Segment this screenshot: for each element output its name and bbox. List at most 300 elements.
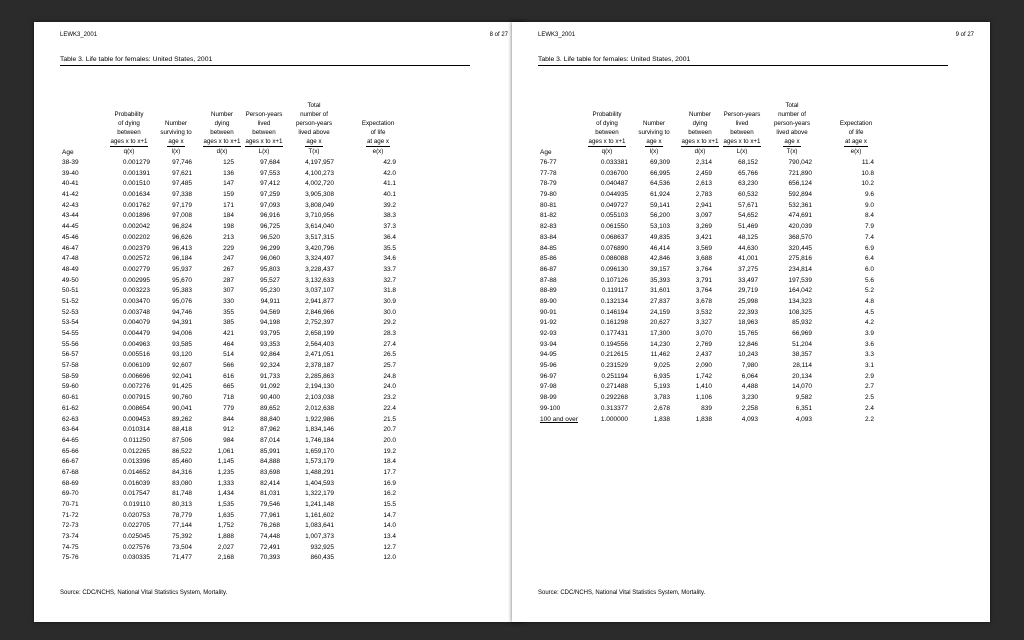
column-header-line: dying — [692, 120, 708, 127]
table-row — [60, 244, 470, 255]
page-header-doc-name: LEWK3_2001 — [538, 32, 576, 38]
cell-Tx: 790,042 — [788, 159, 812, 166]
cell-Lx: 93,353 — [260, 340, 280, 348]
table-row — [60, 361, 470, 372]
cell-Lx: 54,652 — [738, 212, 758, 220]
cell-Lx: 4,093 — [741, 415, 758, 423]
cell-age: 53-54 — [62, 319, 79, 327]
cell-lx: 96,824 — [172, 223, 192, 231]
table-row — [538, 286, 948, 297]
cell-Lx: 12,846 — [738, 340, 758, 348]
cell-ex: 3.3 — [864, 351, 874, 359]
cell-dx: 3,421 — [695, 233, 712, 241]
table-column-headers — [538, 70, 948, 156]
cell-dx: 2,783 — [695, 191, 712, 199]
cell-lx: 2,678 — [653, 404, 670, 412]
cell-Lx: 97,553 — [260, 169, 280, 177]
cell-age: 81-82 — [540, 212, 557, 220]
column-header-line: surviving to — [160, 129, 192, 136]
cell-age: 82-83 — [540, 223, 557, 231]
table-row — [538, 393, 948, 404]
column-header-l — [630, 119, 678, 156]
cell-dx: 2,437 — [695, 351, 712, 359]
cell-ex: 4.2 — [864, 319, 874, 327]
cell-age: 86-87 — [540, 265, 557, 273]
cell-qx: 0.006696 — [122, 372, 150, 380]
column-symbol: q(x) — [601, 148, 613, 155]
cell-lx: 11,462 — [650, 351, 670, 359]
cell-age: 49-50 — [62, 276, 79, 284]
cell-Tx: 320,445 — [788, 244, 812, 252]
cell-qx: 0.008654 — [122, 404, 150, 412]
column-symbol: T(x) — [786, 148, 798, 155]
column-header-line: Total — [785, 102, 799, 109]
cell-qx: 0.006109 — [122, 362, 150, 370]
column-symbol: q(x) — [123, 148, 135, 155]
cell-ex: 3.1 — [864, 362, 874, 370]
cell-age: 76-77 — [540, 159, 557, 166]
cell-Lx: 84,888 — [260, 458, 280, 466]
cell-qx: 0.086088 — [600, 255, 628, 263]
cell-Tx: 20,134 — [792, 372, 812, 380]
cell-ex: 6.4 — [864, 255, 874, 263]
cell-Tx: 275,816 — [788, 255, 812, 263]
cell-Lx: 25,998 — [738, 297, 758, 305]
cell-qx: 0.313377 — [600, 404, 628, 412]
cell-dx: 464 — [223, 340, 234, 348]
cell-lx: 97,485 — [172, 180, 192, 188]
column-header-line: number of — [778, 111, 806, 118]
table-row — [538, 233, 948, 244]
cell-qx: 0.001510 — [122, 180, 150, 188]
cell-ex: 14.7 — [383, 511, 396, 519]
cell-qx: 0.212615 — [600, 351, 628, 359]
cell-age: 90-91 — [540, 308, 557, 316]
cell-dx: 3,688 — [695, 255, 712, 263]
cell-Tx: 860,435 — [310, 554, 334, 562]
cell-qx: 0.061550 — [600, 223, 628, 231]
cell-Lx: 96,060 — [260, 255, 280, 263]
cell-ex: 16.2 — [383, 490, 396, 498]
cell-dx: 247 — [223, 255, 234, 263]
cell-age: 89-90 — [540, 297, 557, 305]
column-header-line: Person-years — [723, 111, 761, 118]
cell-qx: 0.014652 — [122, 468, 150, 476]
cell-dx: 1,838 — [695, 415, 712, 423]
table-row — [538, 415, 948, 426]
cell-qx: 0.009453 — [122, 415, 150, 423]
cell-Lx: 95,803 — [260, 265, 280, 273]
table-column-headers — [60, 70, 470, 156]
cell-Lx: 3,230 — [741, 394, 758, 402]
column-header-line: age x — [784, 138, 800, 145]
cell-ex: 35.5 — [383, 244, 396, 252]
cell-age: 57-58 — [62, 362, 79, 370]
cell-dx: 3,569 — [695, 244, 712, 252]
cell-Tx: 656,124 — [788, 180, 812, 188]
column-header-line: ages x to x+1 — [681, 138, 719, 145]
cell-age: 99-100 — [540, 404, 561, 412]
cell-ex: 34.6 — [383, 255, 396, 263]
column-header-line: number of — [300, 111, 328, 118]
cell-dx: 779 — [223, 404, 234, 412]
cell-lx: 49,835 — [650, 233, 670, 241]
cell-age: 97-98 — [540, 383, 557, 391]
table-row — [538, 404, 948, 415]
column-header-e — [830, 119, 882, 156]
cell-age: 93-94 — [540, 340, 557, 348]
cell-qx: 0.040487 — [600, 180, 628, 188]
table-row — [538, 158, 948, 169]
cell-ex: 3.9 — [864, 330, 874, 337]
cell-qx: 0.119117 — [601, 287, 628, 295]
column-header-line: between — [210, 129, 234, 136]
table-row — [538, 211, 948, 222]
cell-ex: 22.4 — [383, 404, 396, 412]
cell-ex: 30.0 — [383, 308, 396, 316]
cell-age: 55-56 — [62, 340, 79, 348]
cell-Lx: 60,532 — [738, 191, 758, 199]
cell-ex: 40.1 — [383, 191, 396, 199]
cell-Lx: 87,014 — [260, 436, 280, 444]
cell-qx: 0.251194 — [601, 372, 628, 380]
cell-qx: 0.068637 — [600, 233, 628, 241]
cell-age: 41-42 — [62, 191, 79, 199]
cell-lx: 97,008 — [172, 212, 192, 220]
cell-dx: 2,314 — [695, 159, 712, 166]
cell-ex: 37.3 — [383, 223, 396, 231]
cell-dx: 184 — [223, 212, 234, 220]
cell-Lx: 48,125 — [738, 233, 758, 241]
cell-ex: 10.8 — [861, 169, 874, 177]
table-row — [60, 489, 470, 500]
cell-Tx: 3,037,107 — [305, 287, 334, 295]
table-row — [60, 479, 470, 490]
cell-ex: 39.2 — [383, 201, 396, 209]
cell-ex: 17.7 — [383, 468, 396, 476]
cell-Lx: 88,840 — [260, 415, 280, 423]
table-row — [60, 169, 470, 180]
cell-dx: 421 — [223, 330, 234, 337]
cell-Lx: 79,546 — [260, 501, 280, 508]
cell-qx: 0.004079 — [122, 319, 150, 327]
cell-lx: 96,413 — [172, 244, 192, 252]
table-row — [60, 308, 470, 319]
cell-qx: 0.177431 — [600, 330, 628, 337]
column-header-line: between — [117, 129, 141, 136]
cell-ex: 20.0 — [383, 436, 396, 444]
column-header-line: Number — [688, 111, 711, 118]
cell-Lx: 72,491 — [260, 543, 280, 551]
cell-age: 40-41 — [62, 180, 79, 188]
cell-ex: 7.4 — [864, 233, 874, 241]
cell-dx: 3,678 — [695, 297, 712, 305]
cell-ex: 7.9 — [864, 223, 874, 231]
cell-dx: 307 — [223, 287, 234, 295]
cell-Tx: 1,573,179 — [305, 458, 334, 466]
cell-age: 42-43 — [62, 201, 79, 209]
cell-Tx: 4,093 — [795, 415, 812, 423]
cell-qx: 0.002572 — [122, 255, 150, 263]
cell-dx: 267 — [223, 265, 234, 273]
column-header-line: ages x to x+1 — [245, 138, 283, 145]
table-row — [538, 340, 948, 351]
cell-qx: 0.013396 — [122, 458, 150, 466]
cell-lx: 3,783 — [653, 394, 670, 402]
cell-Tx: 3,710,956 — [305, 212, 334, 220]
cell-age: 69-70 — [62, 490, 79, 498]
table-row — [60, 425, 470, 436]
cell-age: 92-93 — [540, 330, 557, 337]
cell-dx: 839 — [701, 404, 712, 412]
column-header-line: Person-years — [245, 111, 283, 118]
cell-lx: 95,383 — [172, 287, 192, 295]
cell-Tx: 2,752,397 — [305, 319, 334, 327]
table-row — [538, 276, 948, 287]
table-row — [538, 350, 948, 361]
cell-qx: 0.010314 — [122, 426, 150, 434]
cell-ex: 2.7 — [864, 383, 874, 391]
cell-lx: 53,103 — [650, 223, 670, 231]
cell-Lx: 93,795 — [260, 330, 280, 337]
table-row — [538, 179, 948, 190]
cell-Tx: 1,834,146 — [305, 426, 334, 434]
cell-Tx: 164,042 — [788, 287, 812, 295]
column-header-line: person-years — [773, 120, 811, 127]
column-header-T — [286, 101, 342, 156]
cell-age: 64-65 — [62, 436, 79, 444]
table-row — [60, 543, 470, 554]
cell-ex: 12.7 — [383, 543, 396, 551]
cell-Tx: 592,894 — [788, 191, 812, 199]
cell-age: 71-72 — [62, 511, 79, 519]
cell-qx: 0.002042 — [122, 223, 150, 231]
table-row — [538, 308, 948, 319]
cell-Tx: 2,378,187 — [305, 362, 334, 370]
cell-Tx: 108,325 — [788, 308, 812, 316]
cell-Lx: 74,448 — [260, 533, 280, 541]
cell-lx: 86,522 — [172, 447, 192, 455]
cell-lx: 81,748 — [172, 490, 192, 498]
cell-dx: 3,532 — [695, 308, 712, 316]
cell-age: 46-47 — [62, 244, 79, 252]
cell-lx: 95,670 — [172, 276, 192, 284]
cell-Lx: 91,733 — [260, 372, 280, 380]
cell-dx: 514 — [223, 351, 234, 359]
cell-Lx: 41,001 — [738, 255, 758, 263]
cell-Tx: 2,658,199 — [305, 330, 334, 337]
cell-Tx: 474,691 — [788, 212, 812, 220]
cell-lx: 96,626 — [172, 233, 192, 241]
cell-qx: 0.001279 — [122, 159, 150, 166]
cell-Tx: 51,204 — [792, 340, 812, 348]
column-header-line: ages x to x+1 — [588, 138, 626, 145]
cell-ex: 4.5 — [864, 308, 874, 316]
cell-ex: 26.5 — [383, 351, 396, 359]
cell-Tx: 2,285,863 — [305, 372, 334, 380]
cell-Tx: 85,932 — [792, 319, 812, 327]
cell-age: 95-96 — [540, 362, 557, 370]
cell-lx: 27,837 — [650, 297, 670, 305]
cell-age: 66-67 — [62, 458, 79, 466]
column-header-e — [352, 119, 404, 156]
cell-age: 51-52 — [62, 297, 79, 305]
cell-Tx: 14,070 — [792, 383, 812, 391]
cell-Lx: 33,497 — [738, 276, 758, 284]
cell-qx: 0.003223 — [122, 287, 150, 295]
table-row — [538, 254, 948, 265]
cell-Lx: 90,400 — [260, 394, 280, 402]
cell-Tx: 3,614,040 — [305, 223, 334, 231]
cell-qx: 0.036700 — [600, 169, 628, 177]
cell-dx: 3,327 — [695, 319, 712, 327]
cell-qx: 0.055103 — [600, 212, 628, 220]
table-row — [60, 404, 470, 415]
table-row — [538, 361, 948, 372]
cell-ex: 25.7 — [383, 362, 396, 370]
table-row — [60, 329, 470, 340]
cell-lx: 83,080 — [172, 479, 192, 487]
cell-ex: 9.0 — [864, 201, 874, 209]
cell-dx: 3,070 — [695, 330, 712, 337]
cell-age: 44-45 — [62, 223, 79, 231]
cell-lx: 90,041 — [172, 404, 192, 412]
cell-qx: 0.019110 — [123, 501, 150, 508]
cell-Tx: 532,361 — [788, 201, 812, 209]
cell-lx: 69,309 — [650, 159, 670, 166]
cell-dx: 844 — [223, 415, 234, 423]
page-number: 9 of 27 — [955, 32, 974, 38]
cell-Tx: 932,925 — [310, 543, 334, 551]
column-symbol: e(x) — [850, 148, 862, 155]
cell-age: 58-59 — [62, 372, 79, 380]
column-header-line: lived — [257, 120, 271, 127]
cell-Tx: 3,324,497 — [305, 255, 334, 263]
cell-Lx: 87,962 — [260, 426, 280, 434]
cell-age: 88-89 — [540, 287, 557, 295]
column-symbol: L(x) — [258, 148, 270, 155]
cell-Lx: 94,198 — [260, 319, 280, 327]
cell-dx: 136 — [223, 169, 234, 177]
cell-age: 52-53 — [62, 308, 79, 316]
cell-dx: 125 — [223, 159, 234, 166]
cell-lx: 93,120 — [172, 351, 192, 359]
cell-age: 87-88 — [540, 276, 557, 284]
table-row — [60, 233, 470, 244]
cell-Lx: 65,766 — [738, 169, 758, 177]
cell-Lx: 92,324 — [260, 362, 280, 370]
cell-dx: 3,097 — [695, 212, 712, 220]
column-symbol: e(x) — [372, 148, 384, 155]
cell-lx: 6,935 — [653, 372, 670, 380]
cell-qx: 0.005516 — [122, 351, 150, 359]
cell-ex: 28.3 — [383, 330, 396, 337]
column-header-line: between — [730, 129, 754, 136]
cell-Lx: 96,725 — [260, 223, 280, 231]
table-row — [60, 158, 470, 169]
cell-ex: 21.5 — [383, 415, 396, 423]
column-header-q — [104, 110, 154, 156]
cell-Tx: 3,132,633 — [305, 276, 334, 284]
cell-Lx: 63,230 — [738, 180, 758, 188]
cell-qx: 0.292268 — [600, 394, 628, 402]
column-header-line: Number — [642, 120, 665, 127]
column-header-line: between — [595, 129, 619, 136]
cell-qx: 0.007276 — [122, 383, 150, 391]
cell-age: 60-61 — [62, 394, 79, 402]
cell-Tx: 420,039 — [788, 223, 812, 231]
cell-dx: 2,941 — [695, 201, 712, 209]
cell-qx: 0.022705 — [122, 522, 150, 530]
cell-ex: 13.4 — [383, 533, 396, 541]
cell-lx: 59,141 — [650, 201, 670, 209]
table-row — [60, 436, 470, 447]
column-header-T — [764, 101, 820, 156]
column-header-line: lived above — [298, 129, 330, 136]
cell-Tx: 4,002,720 — [305, 180, 334, 188]
cell-dx: 2,613 — [695, 180, 712, 188]
cell-dx: 1,742 — [695, 372, 712, 380]
cell-dx: 2,090 — [695, 362, 712, 370]
column-header-line: dying — [214, 120, 230, 127]
cell-Lx: 94,911 — [260, 297, 280, 305]
table-body — [60, 158, 470, 564]
cell-lx: 56,200 — [650, 212, 670, 220]
cell-Lx: 18,963 — [738, 319, 758, 327]
column-symbol: d(x) — [694, 148, 706, 155]
cell-Lx: 15,765 — [738, 330, 758, 337]
cell-lx: 97,621 — [172, 169, 192, 177]
cell-Lx: 51,469 — [738, 223, 758, 231]
column-header-age: Age — [540, 149, 552, 156]
cell-qx: 0.030335 — [122, 554, 150, 562]
cell-lx: 88,418 — [172, 426, 192, 434]
cell-Lx: 91,092 — [260, 383, 280, 391]
cell-age: 85-86 — [540, 255, 557, 263]
cell-lx: 93,585 — [172, 340, 192, 348]
cell-qx: 0.017547 — [122, 490, 150, 498]
cell-lx: 77,144 — [172, 522, 192, 530]
cell-ex: 23.2 — [383, 394, 396, 402]
column-header-line: of dying — [118, 120, 140, 127]
cell-Lx: 81,031 — [260, 490, 280, 498]
cell-dx: 1,434 — [217, 490, 234, 498]
cell-Tx: 1,404,593 — [305, 479, 334, 487]
cell-age: 50-51 — [62, 287, 79, 295]
table-row — [538, 297, 948, 308]
cell-qx: 0.002379 — [122, 244, 150, 252]
cell-dx: 984 — [223, 436, 234, 444]
cell-ex: 41.1 — [383, 180, 396, 188]
table-row — [60, 318, 470, 329]
cell-Lx: 97,259 — [260, 191, 280, 199]
table-row — [60, 415, 470, 426]
cell-age: 65-66 — [62, 447, 79, 455]
cell-qx: 0.132134 — [600, 297, 628, 305]
cell-ex: 33.7 — [383, 265, 396, 273]
cell-qx: 0.044935 — [600, 191, 628, 199]
cell-qx: 0.049727 — [600, 201, 628, 209]
cell-Lx: 92,864 — [260, 351, 280, 359]
cell-Lx: 96,299 — [260, 244, 280, 252]
cell-lx: 95,937 — [172, 265, 192, 273]
cell-dx: 566 — [223, 362, 234, 370]
cell-lx: 91,425 — [172, 383, 192, 391]
table-title: Table 3. Life table for females: United States, 2001 — [60, 56, 470, 66]
cell-age: 38-39 — [62, 159, 79, 166]
cell-Tx: 1,241,148 — [305, 501, 334, 508]
cell-Lx: 96,520 — [260, 233, 280, 241]
